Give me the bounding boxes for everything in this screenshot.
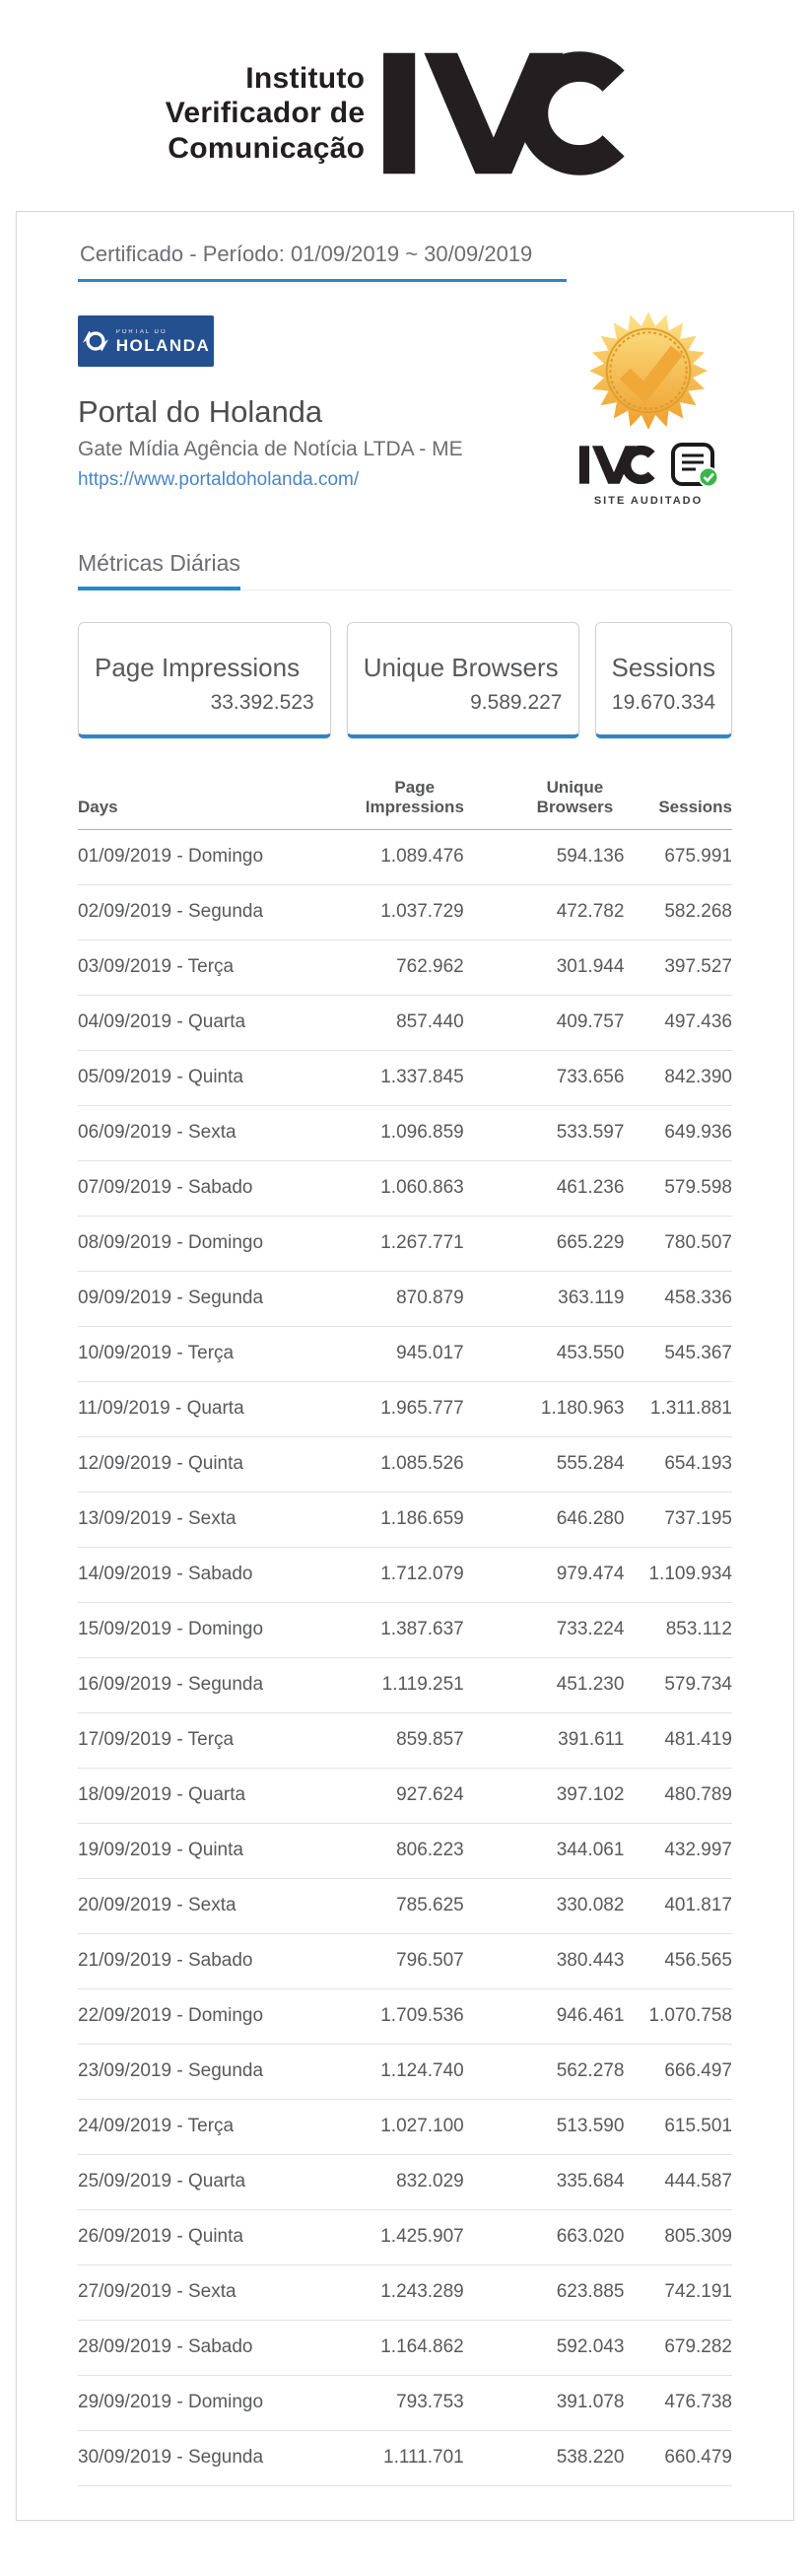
cell-sessions: 497.436 [624,996,732,1051]
cell-unique-browsers: 397.102 [464,1769,625,1824]
cell-unique-browsers: 461.236 [464,1161,625,1217]
audit-seal [565,310,732,507]
cell-unique-browsers: 472.782 [464,885,625,940]
cell-day: 05/09/2019 - Quinta [78,1051,323,1106]
cell-sessions: 679.282 [624,2321,732,2376]
cell-sessions: 476.738 [624,2376,732,2431]
section-header [78,550,732,591]
cell-day: 06/09/2019 - Sexta [78,1106,323,1161]
table-row [78,2100,732,2155]
cell-page-impressions: 1.096.859 [323,1106,464,1161]
cell-page-impressions: 1.965.777 [323,1382,464,1437]
table-row [78,1493,732,1548]
cell-unique-browsers: 592.043 [464,2321,625,2376]
table-row [78,1603,732,1658]
cell-page-impressions: 762.962 [323,940,464,996]
cell-day: 20/09/2019 - Sexta [78,1879,323,1934]
table-row [78,1934,732,1989]
table-row [78,1382,732,1437]
logo-line-3: Comunicação [168,131,366,165]
table-row [78,2431,732,2486]
cell-unique-browsers: 663.020 [464,2210,625,2265]
table-row [78,1272,732,1327]
cell-sessions: 842.390 [624,1051,732,1106]
cell-unique-browsers: 344.061 [464,1824,625,1879]
cell-page-impressions: 793.753 [323,2376,464,2431]
cell-unique-browsers: 513.590 [464,2100,625,2155]
cell-sessions: 805.309 [624,2210,732,2265]
cell-page-impressions: 1.709.536 [323,1989,464,2045]
cell-day: 22/09/2019 - Domingo [78,1989,323,2045]
cell-sessions: 666.497 [624,2045,732,2100]
cell-unique-browsers: 380.443 [464,1934,625,1989]
cell-unique-browsers: 562.278 [464,2045,625,2100]
cell-day: 12/09/2019 - Quinta [78,1437,323,1493]
column-header-days: Days [78,768,323,830]
daily-metrics-table [78,768,732,2486]
cell-page-impressions: 1.712.079 [323,1548,464,1603]
cell-page-impressions: 945.017 [323,1327,464,1382]
cell-day: 09/09/2019 - Segunda [78,1272,323,1327]
cell-day: 16/09/2019 - Segunda [78,1658,323,1713]
cell-sessions: 675.991 [624,830,732,885]
cell-unique-browsers: 453.550 [464,1327,625,1382]
cell-sessions: 737.195 [624,1493,732,1548]
cell-page-impressions: 927.624 [323,1769,464,1824]
cell-page-impressions: 1.164.862 [323,2321,464,2376]
cell-day: 15/09/2019 - Domingo [78,1603,323,1658]
cell-sessions: 660.479 [624,2431,732,2486]
gold-seal-icon [587,310,709,432]
audited-document-icon [669,442,718,487]
cell-unique-browsers: 946.461 [464,1989,625,2045]
sessions-value: 19.670.334 [611,691,715,714]
publisher-info [78,315,565,491]
cell-day: 13/09/2019 - Sexta [78,1493,323,1548]
ivc-logo-text [166,61,366,165]
table-row [78,1713,732,1769]
holanda-logo-text [116,329,211,354]
cell-page-impressions: 832.029 [323,2155,464,2210]
cell-page-impressions: 1.111.701 [323,2431,464,2486]
cell-sessions: 481.419 [624,1713,732,1769]
summary-cards-row [78,622,732,738]
cell-sessions: 432.997 [624,1824,732,1879]
table-row [78,1051,732,1106]
table-row [78,1106,732,1161]
cell-day: 21/09/2019 - Sabado [78,1934,323,1989]
cell-day: 29/09/2019 - Domingo [78,2376,323,2431]
cell-day: 07/09/2019 - Sabado [78,1161,323,1217]
cell-unique-browsers: 646.280 [464,1493,625,1548]
metrics-table-body [78,830,732,2486]
cell-page-impressions: 806.223 [323,1824,464,1879]
table-header [78,768,732,830]
page-impressions-card [78,622,331,738]
table-row [78,1824,732,1879]
cell-page-impressions: 1.337.845 [323,1051,464,1106]
holanda-logo-main: HOLANDA [115,335,211,355]
cell-sessions: 853.112 [624,1603,732,1658]
cell-day: 10/09/2019 - Terça [78,1327,323,1382]
cell-day: 25/09/2019 - Quarta [78,2155,323,2210]
cell-sessions: 780.507 [624,1217,732,1272]
page-impressions-label: Page Impressions [95,653,301,682]
cell-day: 19/09/2019 - Quinta [78,1824,323,1879]
table-row [78,1437,732,1493]
table-row [78,996,732,1051]
site-auditado-label: SITE AUDITADO [593,495,704,507]
cell-sessions: 1.070.758 [624,1989,732,2045]
cell-page-impressions: 796.507 [323,1934,464,1989]
unique-browsers-value: 9.589.227 [470,691,563,714]
cell-sessions: 615.501 [624,2100,732,2155]
cell-sessions: 545.367 [624,1327,732,1382]
cell-sessions: 444.587 [624,2155,732,2210]
table-row [78,1327,732,1382]
cell-page-impressions: 1.089.476 [323,830,464,885]
cell-unique-browsers: 538.220 [464,2431,625,2486]
table-row [78,1658,732,1713]
cell-page-impressions: 1.085.526 [323,1437,464,1493]
cell-sessions: 1.311.881 [624,1382,732,1437]
cell-page-impressions: 1.119.251 [323,1658,464,1713]
cell-unique-browsers: 451.230 [464,1658,625,1713]
table-row [78,1989,732,2045]
table-row [78,1161,732,1217]
publisher-row [78,315,732,507]
table-row [78,1217,732,1272]
cell-unique-browsers: 335.684 [464,2155,625,2210]
cell-day: 03/09/2019 - Terça [78,940,323,996]
cell-sessions: 456.565 [624,1934,732,1989]
cell-day: 27/09/2019 - Sexta [78,2265,323,2321]
holanda-swirl-icon [82,327,109,355]
cell-sessions: 742.191 [624,2265,732,2321]
column-header-sessions: Sessions [624,768,732,830]
logo-line-1: Instituto [245,62,366,96]
cell-page-impressions: 859.857 [323,1713,464,1769]
cell-page-impressions: 1.425.907 [323,2210,464,2265]
sessions-label: Sessions [611,653,715,682]
cell-sessions: 397.527 [624,940,732,996]
cell-unique-browsers: 409.757 [464,996,625,1051]
cell-unique-browsers: 330.082 [464,1879,625,1934]
unique-browsers-card [347,622,579,738]
cell-unique-browsers: 979.474 [464,1548,625,1603]
cell-day: 08/09/2019 - Domingo [78,1217,323,1272]
certificate-period-title: Certificado - Período: 01/09/2019 ~ 30/09/2019 [78,236,567,282]
table-row [78,2210,732,2265]
holanda-logo-subtext: PORTAL DO [115,328,168,335]
cell-day: 11/09/2019 - Quarta [78,1382,323,1437]
table-row [78,830,732,885]
publisher-name: Portal do Holanda [78,394,323,429]
cell-day: 02/09/2019 - Segunda [78,885,323,940]
table-row [78,885,732,940]
cell-page-impressions: 1.267.771 [323,1217,464,1272]
publisher-url-link[interactable]: https://www.portaldoholanda.com/ [78,469,360,490]
cell-unique-browsers: 301.944 [464,940,625,996]
certificate-card [16,211,794,2521]
cell-unique-browsers: 665.229 [464,1217,625,1272]
table-row [78,2321,732,2376]
cell-sessions: 654.193 [624,1437,732,1493]
cell-page-impressions: 785.625 [323,1879,464,1934]
cell-unique-browsers: 533.597 [464,1106,625,1161]
cell-unique-browsers: 1.180.963 [464,1382,625,1437]
cell-day: 30/09/2019 - Segunda [78,2431,323,2486]
table-row [78,2376,732,2431]
ivc-header [0,0,810,211]
cell-day: 01/09/2019 - Domingo [78,830,323,885]
table-row [78,1879,732,1934]
table-row [78,1548,732,1603]
cell-page-impressions: 1.027.100 [323,2100,464,2155]
cell-day: 23/09/2019 - Segunda [78,2045,323,2100]
cell-unique-browsers: 594.136 [464,830,625,885]
table-row [78,2045,732,2100]
cell-unique-browsers: 391.611 [464,1713,625,1769]
table-row [78,2265,732,2321]
cell-unique-browsers: 733.224 [464,1603,625,1658]
cell-unique-browsers: 363.119 [464,1272,625,1327]
cell-day: 28/09/2019 - Sabado [78,2321,323,2376]
logo-line-2: Verificador de [165,97,366,130]
cell-sessions: 480.789 [624,1769,732,1824]
cell-sessions: 1.109.934 [624,1548,732,1603]
table-row [78,940,732,996]
seal-mark-row [578,442,718,487]
cell-sessions: 582.268 [624,885,732,940]
cell-page-impressions: 1.186.659 [323,1493,464,1548]
cell-sessions: 579.598 [624,1161,732,1217]
cell-sessions: 401.817 [624,1879,732,1934]
cell-day: 26/09/2019 - Quinta [78,2210,323,2265]
cell-sessions: 579.734 [624,1658,732,1713]
cell-unique-browsers: 623.885 [464,2265,625,2321]
table-row [78,1769,732,1824]
column-header-page-impressions: Page Impressions [323,768,464,830]
unique-browsers-label: Unique Browsers [363,653,559,682]
metrics-section-title: Métricas Diárias [78,550,240,591]
sessions-card [595,622,733,738]
column-header-unique-browsers: Unique Browsers [464,768,625,830]
cell-page-impressions: 1.387.637 [323,1603,464,1658]
cell-unique-browsers: 555.284 [464,1437,625,1493]
cell-page-impressions: 857.440 [323,996,464,1051]
cell-day: 18/09/2019 - Quarta [78,1769,323,1824]
cell-day: 24/09/2019 - Terça [78,2100,323,2155]
cell-page-impressions: 1.060.863 [323,1161,464,1217]
cell-sessions: 649.936 [624,1106,732,1161]
cell-day: 04/09/2019 - Quarta [78,996,323,1051]
cell-page-impressions: 1.037.729 [323,885,464,940]
ivc-seal-icon [578,446,661,484]
publisher-company: Gate Mídia Agência de Notícia LTDA - ME [78,438,463,460]
cell-unique-browsers: 391.078 [464,2376,625,2431]
ivc-logo-icon [380,51,644,175]
cell-page-impressions: 870.879 [323,1272,464,1327]
cell-unique-browsers: 733.656 [464,1051,625,1106]
cell-day: 14/09/2019 - Sabado [78,1548,323,1603]
cell-sessions: 458.336 [624,1272,732,1327]
table-row [78,2155,732,2210]
cell-day: 17/09/2019 - Terça [78,1713,323,1769]
cell-page-impressions: 1.124.740 [323,2045,464,2100]
portal-do-holanda-logo [78,315,214,367]
page-impressions-value: 33.392.523 [210,691,314,714]
cell-page-impressions: 1.243.289 [323,2265,464,2321]
